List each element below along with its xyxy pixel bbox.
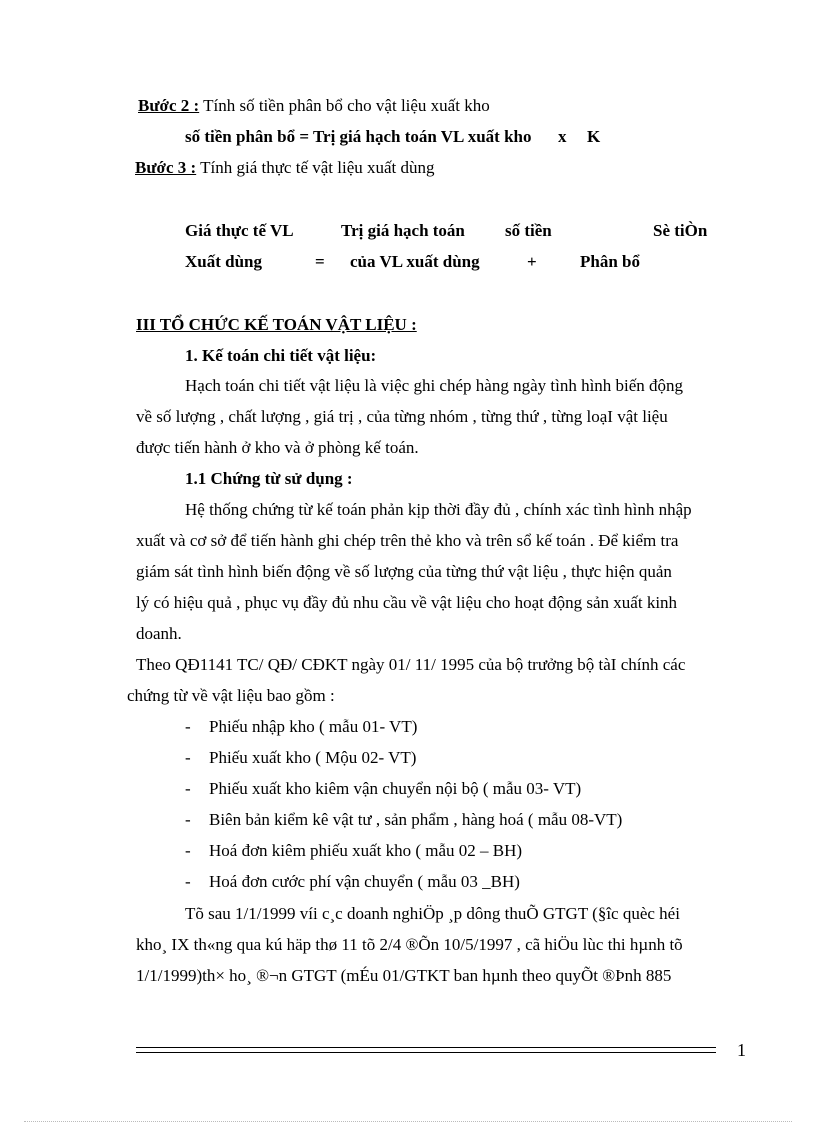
list-item: - Hoá đơn kiêm phiếu xuất kho ( mẫu 02 – BH) (185, 841, 523, 860)
page-number: 1 (737, 1040, 746, 1060)
para1-line: được tiến hành ở kho và ở phòng kế toán. (136, 438, 419, 457)
list-bullet: - (185, 841, 191, 860)
formula3-r2c2: của VL xuất dùng (350, 252, 480, 271)
page-bottom-border (24, 1121, 792, 1122)
list-item: - Phiếu nhập kho ( mẫu 01- VT) (185, 717, 418, 736)
list-bullet: - (185, 872, 191, 891)
para1-line: Hạch toán chi tiết vật liệu là việc ghi chép hàng ngày tình hình biến động (185, 376, 684, 395)
step2-formula (185, 127, 600, 147)
para2-line: giám sát tình hình biến động về số lượng của từng thứ vật liệu , thực hiện quản (136, 562, 672, 581)
formula3-r2c1: Xuất dùng (185, 252, 263, 271)
step2-formula-left: số tiền phân bổ = Trị giá hạch toán VL xuất kho (185, 127, 532, 146)
para2-line: lý có hiệu quả , phục vụ đầy đủ nhu cầu về vật liệu cho hoạt động sản xuất kinh (136, 593, 678, 612)
list-bullet: - (185, 748, 191, 767)
formula3-r1c1: Giá thực tế VL (185, 221, 294, 240)
para2-line: Hệ thống chứng từ kế toán phản kịp thời đầy đủ , chính xác tình hình nhập (185, 500, 692, 519)
para4-line: Tõ sau 1/1/1999 víi c¸c doanh nghiÖp ¸p dông thuÕ GTGT (§îc quèc héi (185, 904, 680, 923)
step2-formula-k: K (586, 127, 601, 146)
step3-line (135, 158, 435, 178)
formula3-r2-equals: = (315, 252, 325, 271)
step3-label: Bước 3 : (135, 158, 197, 177)
footer-rule (136, 1047, 716, 1053)
formula3-r1c3: số tiền (505, 221, 552, 240)
subheading-1: 1. Kế toán chi tiết vật liệu: (185, 346, 377, 365)
para3-line: chứng từ về vật liệu bao gồm : (127, 686, 335, 705)
formula3-r1c2: Trị giá hạch toán (341, 221, 465, 240)
subheading-1-1: 1.1 Chứng từ sử dụng : (185, 469, 353, 488)
para4-line: kho¸ IX th«ng qua kú häp thø 11 tõ 2/4 ®Õn 10/5/1997 , cã hiÖu lùc thi hµnh tõ (136, 935, 683, 954)
list-bullet: - (185, 779, 191, 798)
para4-line: 1/1/1999)th× ho¸ ®¬n GTGT (mÉu 01/GTKT ban hµnh theo quyÕt ®Þnh 885 (136, 966, 672, 985)
section-heading: III TỔ CHỨC KẾ TOÁN VẬT LIỆU : (136, 315, 417, 334)
para3-line: Theo QĐ1141 TC/ QĐ/ CĐKT ngày 01/ 11/ 1995 của bộ trưởng bộ tàI chính các (136, 655, 686, 674)
step2-line (138, 96, 490, 116)
list-item: - Phiếu xuất kho ( Mộu 02- VT) (185, 748, 417, 767)
para2-line: doanh. (136, 624, 182, 643)
formula3-r2c3: Phân bổ (580, 252, 640, 271)
step2-text: Tính số tiền phân bổ cho vật liệu xuất kho (199, 96, 490, 115)
list-item: - Phiếu xuất kho kiêm vận chuyển nội bộ ( mẫu 03- VT) (185, 779, 582, 798)
formula3-r1c4: Sè tiÒn (653, 221, 708, 240)
para2-line: xuất và cơ sở để tiến hành ghi chép trên thẻ kho và trên sổ kế toán . Để kiểm tra (136, 531, 679, 550)
para1-line: về số lượng , chất lượng , giá trị , của từng nhóm , từng thứ , từng loạI vật liệu (136, 407, 668, 426)
formula3-r2-plus: + (527, 252, 537, 271)
list-bullet: - (185, 810, 191, 829)
step3-text: Tính giá thực tế vật liệu xuất dùng (196, 158, 435, 177)
step2-formula-op: x (557, 127, 567, 146)
list-item: - Biên bản kiểm kê vật tư , sản phẩm , hàng hoá ( mẫu 08-VT) (185, 810, 623, 829)
list-item: - Hoá đơn cước phí vận chuyển ( mẫu 03 _BH) (185, 872, 520, 891)
step2-label: Bước 2 : (138, 96, 200, 115)
list-bullet: - (185, 717, 191, 736)
